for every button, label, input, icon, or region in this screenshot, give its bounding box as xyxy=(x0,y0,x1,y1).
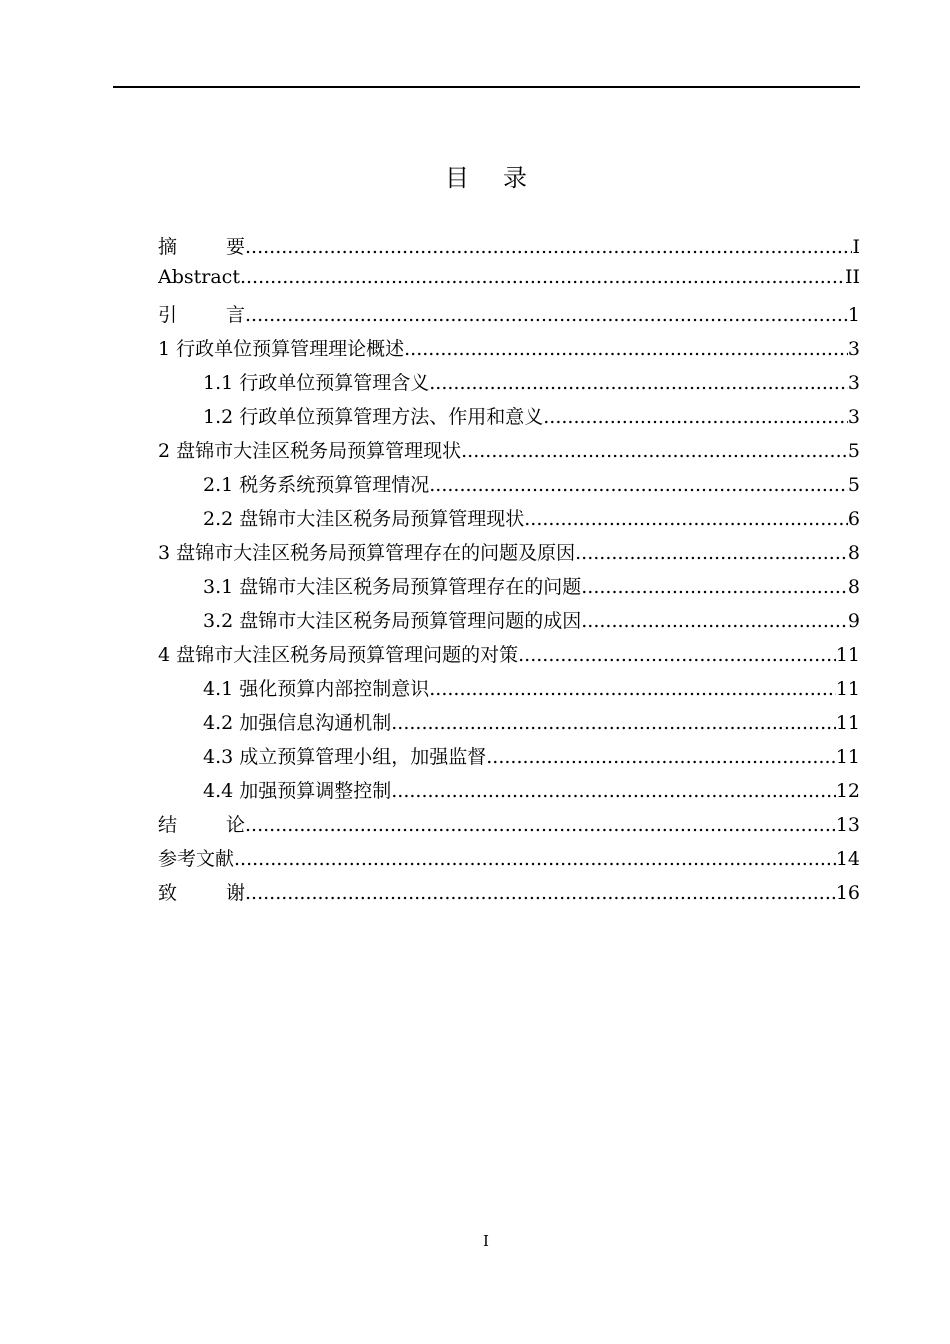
toc-entry[interactable] xyxy=(158,640,860,674)
toc-dot-leader xyxy=(429,678,836,700)
toc-entry-page: 11 xyxy=(835,712,860,734)
toc-entry-label: 摘要 xyxy=(158,236,295,258)
toc-entry[interactable] xyxy=(158,300,860,334)
toc-dot-leader xyxy=(543,406,848,428)
toc-dot-leader xyxy=(245,814,836,836)
toc-entry-page: 6 xyxy=(847,508,860,530)
toc-entry-page: 5 xyxy=(847,440,860,462)
toc-entry[interactable] xyxy=(158,436,860,470)
toc-entry-label: Abstract xyxy=(158,266,240,288)
toc-entry-label: 引言 xyxy=(158,304,295,326)
toc-entry-label: 2.1 税务系统预算管理情况 xyxy=(203,474,430,496)
toc-entry[interactable] xyxy=(158,810,860,844)
toc-entry-label: 1.2 行政单位预算管理方法、作用和意义 xyxy=(203,406,544,428)
toc-entry[interactable] xyxy=(158,708,860,742)
toc-title-char-2: 录 xyxy=(503,164,527,192)
toc-entry[interactable] xyxy=(158,266,860,300)
toc-list xyxy=(158,232,860,912)
toc-entry-page: 11 xyxy=(835,746,860,768)
toc-dot-leader xyxy=(234,848,836,870)
toc-title-char-1: 目 xyxy=(445,164,469,192)
toc-entry-label: 致谢 xyxy=(158,882,295,904)
toc-entry[interactable] xyxy=(158,776,860,810)
toc-dot-leader xyxy=(575,542,848,564)
toc-dot-leader xyxy=(581,576,848,598)
toc-dot-leader xyxy=(404,338,848,360)
toc-entry[interactable] xyxy=(158,402,860,436)
toc-entry-page: 11 xyxy=(835,678,860,700)
toc-dot-leader xyxy=(391,780,836,802)
toc-entry-label: 2 盘锦市大洼区税务局预算管理现状 xyxy=(158,440,462,462)
toc-entry-label: 1.1 行政单位预算管理含义 xyxy=(203,372,430,394)
toc-entry-label: 3.2 盘锦市大洼区税务局预算管理问题的成因 xyxy=(203,610,582,632)
toc-entry-page: 3 xyxy=(847,406,860,428)
toc-dot-leader xyxy=(245,304,848,326)
toc-entry-page: 14 xyxy=(835,848,860,870)
toc-entry[interactable] xyxy=(158,504,860,538)
toc-entry[interactable] xyxy=(158,334,860,368)
toc-dot-leader xyxy=(524,508,848,530)
toc-entry-label: 1 行政单位预算管理理论概述 xyxy=(158,338,405,360)
toc-entry-label: 3 盘锦市大洼区税务局预算管理存在的问题及原因 xyxy=(158,542,576,564)
toc-title xyxy=(0,160,950,196)
toc-entry-page: 1 xyxy=(847,304,860,326)
toc-entry-page: 9 xyxy=(847,610,860,632)
toc-dot-leader xyxy=(461,440,848,462)
toc-entry-page: II xyxy=(844,266,860,288)
toc-entry-page: 11 xyxy=(835,644,860,666)
toc-dot-leader xyxy=(391,712,836,734)
toc-entry-label: 3.1 盘锦市大洼区税务局预算管理存在的问题 xyxy=(203,576,582,598)
toc-entry-page: 8 xyxy=(847,576,860,598)
toc-entry-page: 3 xyxy=(847,372,860,394)
toc-entry-page: 3 xyxy=(847,338,860,360)
toc-dot-leader xyxy=(581,610,848,632)
toc-dot-leader xyxy=(245,236,852,258)
toc-dot-leader xyxy=(518,644,836,666)
toc-entry-page: I xyxy=(852,236,860,258)
toc-entry-label: 参考文献 xyxy=(158,848,235,870)
toc-entry[interactable] xyxy=(158,844,860,878)
toc-entry-label: 4.2 加强信息沟通机制 xyxy=(203,712,392,734)
toc-entry-label: 4.3 成立预算管理小组，加强监督 xyxy=(203,746,487,768)
toc-entry[interactable] xyxy=(158,470,860,504)
toc-entry-page: 5 xyxy=(847,474,860,496)
toc-dot-leader xyxy=(240,266,845,288)
toc-dot-leader xyxy=(429,474,848,496)
page-number: I xyxy=(483,1232,489,1250)
toc-dot-leader xyxy=(429,372,848,394)
toc-entry[interactable] xyxy=(158,878,860,912)
toc-entry[interactable] xyxy=(158,232,860,266)
toc-dot-leader xyxy=(486,746,836,768)
toc-dot-leader xyxy=(245,882,836,904)
toc-entry-page: 16 xyxy=(835,882,860,904)
toc-entry-label: 结论 xyxy=(158,814,295,836)
toc-entry[interactable] xyxy=(158,538,860,572)
toc-entry-label: 4 盘锦市大洼区税务局预算管理问题的对策 xyxy=(158,644,519,666)
toc-entry-label: 4.1 强化预算内部控制意识 xyxy=(203,678,430,700)
header-rule xyxy=(113,86,860,88)
toc-entry[interactable] xyxy=(158,368,860,402)
toc-entry-page: 8 xyxy=(847,542,860,564)
toc-entry-page: 13 xyxy=(835,814,860,836)
toc-entry[interactable] xyxy=(158,742,860,776)
toc-entry-label: 4.4 加强预算调整控制 xyxy=(203,780,392,802)
toc-entry[interactable] xyxy=(158,606,860,640)
toc-entry-page: 12 xyxy=(835,780,860,802)
toc-entry-label: 2.2 盘锦市大洼区税务局预算管理现状 xyxy=(203,508,525,530)
toc-entry[interactable] xyxy=(158,572,860,606)
toc-entry[interactable] xyxy=(158,674,860,708)
